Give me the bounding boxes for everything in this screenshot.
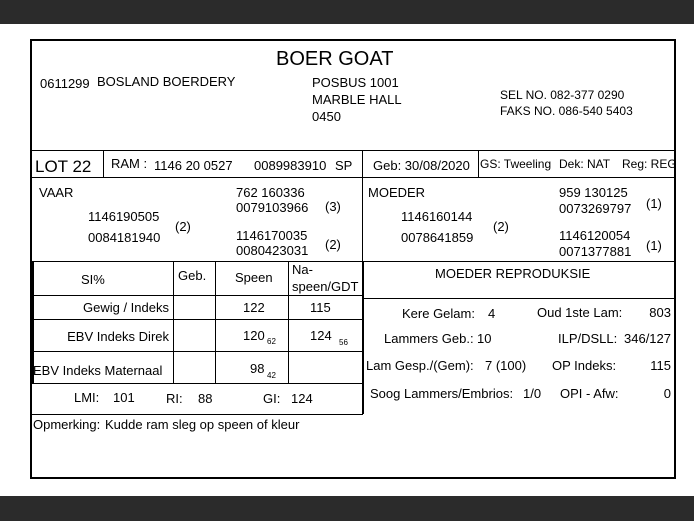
lam-gesp-label: Lam Gesp./(Gem): xyxy=(366,358,474,373)
vaar-dam-number: 0080423031 xyxy=(236,243,309,258)
speen-value: 122 xyxy=(243,300,265,315)
speen-header: Speen xyxy=(235,270,273,285)
row-label: EBV Indeks Direk xyxy=(67,329,169,344)
moeder-sire-mark: (1) xyxy=(646,196,662,211)
vaar-sire-mark: (3) xyxy=(325,199,341,214)
speen-sub: 62 xyxy=(267,337,276,346)
moeder-dam-number: 0071377881 xyxy=(559,244,632,259)
divider xyxy=(215,261,216,383)
dek-value: Dek: NAT xyxy=(559,157,611,171)
kere-gelam-label: Kere Gelam: xyxy=(402,306,475,321)
vaar-dam-mark: (2) xyxy=(325,237,341,252)
soog-value: 1/0 xyxy=(523,386,542,401)
remark-label: Opmerking: xyxy=(33,417,101,432)
divider xyxy=(362,177,363,261)
vaar-id: 1146190505 xyxy=(88,209,160,224)
moeder-sire-number: 0073269797 xyxy=(559,201,632,216)
op-indeks-value: 115 xyxy=(650,358,671,373)
na-speen-sub: 56 xyxy=(339,338,348,347)
moeder-id: 1146160144 xyxy=(401,209,473,224)
lammers-geb-value: 10 xyxy=(477,331,492,346)
divider xyxy=(173,261,174,383)
opi-label: OPI - Afw: xyxy=(560,386,619,401)
divider xyxy=(362,298,674,299)
vaar-label: VAAR xyxy=(39,185,74,200)
vaar-sire-id: 762 160336 xyxy=(236,185,305,200)
ri-value: 88 xyxy=(198,391,213,406)
address-line-2: MARBLE HALL xyxy=(312,92,402,107)
card-title: BOER GOAT xyxy=(276,48,394,70)
breeder-name: BOSLAND BOERDERY xyxy=(97,74,236,89)
divider xyxy=(362,261,364,414)
divider xyxy=(362,150,363,177)
oud-label: Oud 1ste Lam: xyxy=(537,305,623,320)
page xyxy=(0,24,694,496)
remark-text: Kudde ram sleg op speen of kleur xyxy=(105,417,300,432)
birth-date: Geb: 30/08/2020 xyxy=(373,158,470,173)
divider xyxy=(478,150,479,177)
ram-number: 0089983910 xyxy=(254,158,327,173)
speen-sub: 42 xyxy=(267,371,276,380)
divider xyxy=(32,261,674,262)
ri-label: RI: xyxy=(166,391,183,406)
divider xyxy=(32,319,363,320)
ram-code: SP xyxy=(335,158,353,173)
divider xyxy=(288,261,289,383)
speen-gdt-header: speen/GDT xyxy=(292,279,359,294)
ram-id: 1146 20 0527 xyxy=(154,158,233,173)
moeder-dam-mark: (1) xyxy=(646,238,662,253)
lammers-geb-label: Lammers Geb.: xyxy=(384,331,474,346)
lot-card xyxy=(30,39,676,479)
moeder-label: MOEDER xyxy=(368,185,426,200)
divider xyxy=(32,383,363,384)
moeder-mark: (2) xyxy=(493,219,509,234)
kere-gelam-value: 4 xyxy=(488,306,496,321)
speen-value: 120 xyxy=(243,328,265,343)
ram-label: RAM : xyxy=(111,156,148,171)
moeder-number: 0078641859 xyxy=(401,230,474,245)
divider xyxy=(103,150,104,177)
lmi-label: LMI: xyxy=(74,390,100,405)
gi-label: GI: xyxy=(263,391,281,406)
vaar-mark: (2) xyxy=(175,219,191,234)
address-line-1: POSBUS 1001 xyxy=(312,75,399,90)
divider xyxy=(32,295,363,296)
op-indeks-label: OP Indeks: xyxy=(552,358,617,373)
sel-number: SEL NO. 082-377 0290 xyxy=(500,88,625,102)
divider xyxy=(32,177,674,178)
opi-value: 0 xyxy=(663,386,671,401)
soog-label: Soog Lammers/Embrios: xyxy=(370,386,514,401)
speen-value: 98 xyxy=(250,361,265,376)
vaar-sire-number: 0079103966 xyxy=(236,200,309,215)
ilp-label: ILP/DSLL: xyxy=(558,331,618,346)
lam-gesp-value: 7 (100) xyxy=(485,358,527,373)
gs-value: GS: Tweeling xyxy=(480,157,552,171)
divider xyxy=(32,150,674,151)
breeder-code: 0611299 xyxy=(40,76,90,91)
gi-value: 124 xyxy=(291,391,313,406)
moeder-dam-id: 1146120054 xyxy=(559,228,631,243)
faks-number: FAKS NO. 086-540 5403 xyxy=(500,104,633,118)
row-label: EBV Indeks Maternaal xyxy=(33,363,163,378)
na-speen-value: 115 xyxy=(310,300,331,315)
vaar-dam-id: 1146170035 xyxy=(236,228,308,243)
address-line-3: 0450 xyxy=(312,109,341,124)
divider xyxy=(32,351,363,352)
ilp-value: 346/127 xyxy=(624,331,671,346)
si-header: SI% xyxy=(81,272,105,287)
moeder-sire-id: 959 130125 xyxy=(559,185,628,200)
vaar-number: 0084181940 xyxy=(88,230,161,245)
reg-value: Reg: REG xyxy=(622,157,677,171)
lot-number: LOT 22 xyxy=(35,157,92,176)
na-header: Na- xyxy=(292,262,313,277)
na-speen-value: 124 xyxy=(310,328,332,343)
geb-header: Geb. xyxy=(178,268,207,283)
reproduction-title: MOEDER REPRODUKSIE xyxy=(435,266,591,281)
oud-value: 803 xyxy=(649,305,671,320)
row-label: Gewig / Indeks xyxy=(83,300,169,315)
divider xyxy=(32,414,363,415)
lmi-value: 101 xyxy=(113,390,135,405)
